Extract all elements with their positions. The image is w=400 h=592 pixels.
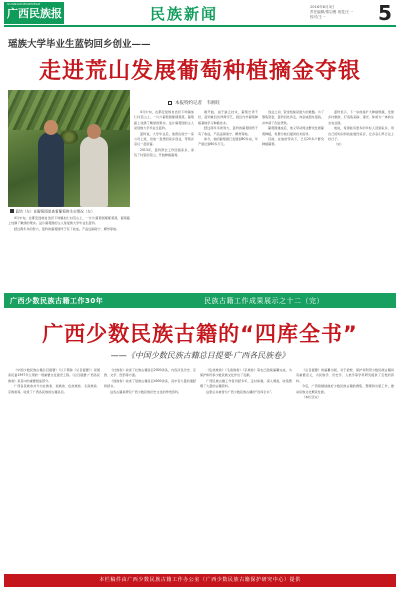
- story1-paragraph: 2013年，蓝钧辞去工作回到家乡，承包了村里的荒山，开始种植葡萄。: [134, 147, 194, 158]
- series-banner: [4, 293, 396, 308]
- person-left-head: [44, 120, 58, 135]
- story1-byline: [168, 100, 220, 106]
- person-right: [80, 136, 108, 207]
- story2-subheadline: ——《中国少数民族古籍总目提要·广西各民族卷》: [110, 351, 290, 360]
- photo-caption: [10, 209, 130, 215]
- story2-paragraph: 《总目提要》的编纂出版，对于抢救、保护和利用少数民族古籍具有重要意义，为民族学、历史学、人类学等学科研究提供了宝贵的资料。: [296, 368, 394, 383]
- story1-paragraph: 如今，他的葡萄园已发展到80多亩，年产值达到60多万元。: [198, 137, 258, 147]
- story1-paragraph: 刚开始，由于缺乏技术，葡萄长势不好，蓝钧就四处拜师学艺，到区内外葡萄种植基地学习种植技术。: [198, 110, 258, 125]
- issue-proof: 校对/王一: [310, 15, 326, 19]
- story1-column-4: [328, 110, 394, 288]
- issue-editor: 责任编辑/郑启俊 视觉/王一: [310, 10, 354, 14]
- story1-paragraph: 蓝钧说，大学毕业后，他曾在南宁一家公司上班，但他一直想回家乡创业，带领乡亲们一起致富。: [134, 131, 194, 147]
- masthead-name: 广西民族报: [7, 7, 62, 20]
- story1-paragraph: 蓝钧表示，下一步他将扩大种植规模，发展乡村旅游，打造集采摘、观光、休闲为一体的生态农业园。: [328, 110, 394, 125]
- story1-paragraph: 目前，在他的带动下，已有20多户群众种植葡萄。: [262, 137, 324, 147]
- person-left: [38, 132, 64, 207]
- story2-headline: 广西少数民族古籍的“四库全书”: [42, 322, 358, 346]
- story2-column-2: [104, 368, 196, 568]
- story1-column-1: [134, 110, 194, 288]
- story2-column-1: [8, 368, 100, 568]
- story1-column-3: [262, 110, 324, 288]
- story1-paragraph: 他说，希望能有更多的年轻人回到家乡，用自己的知识和技能建设家乡，让乡亲们早日过上好日子。: [328, 126, 394, 142]
- story1-kicker: 瑶族大学毕业生蓝钧回乡创业——: [8, 39, 151, 50]
- page-header: [0, 0, 400, 26]
- story2-paragraph: 广西民族古籍工作者历经多年，走村串寨，深入调查，收集整理了大量的古籍资料。: [200, 378, 292, 389]
- footer-credit: 本栏稿件由广西少数民族古籍工作办公室（广西少数民族古籍保护研究中心）提供: [4, 574, 396, 587]
- issue-info: [310, 5, 380, 20]
- story1-paragraph: （完）: [334, 142, 344, 147]
- person-right-head: [87, 124, 101, 139]
- newspaper-masthead: [4, 2, 64, 24]
- series-title: 广西少数民族古籍工作30年: [10, 297, 104, 305]
- story1-column-under-photo: [8, 216, 130, 288]
- caption-text: 蓝钧（左）在葡萄园里查看葡萄的生长情况（左）: [15, 209, 95, 214]
- series-subtitle: 民族古籍工作成果展示之十二（完）: [204, 297, 324, 305]
- story1-paragraph: 4月中旬，在都安瑶族自治县下坳镇加仁村荒山上，一片片葡萄园郁郁葱葱，葡萄藤上挂满了嫩绿的果实。这片葡萄园的主人是瑶族大学毕业生蓝钧。: [134, 110, 194, 131]
- vineyard-photo: [8, 90, 130, 207]
- story2-paragraph: （本栏目完）: [302, 395, 321, 400]
- story2-paragraph: 今后，广西将继续做好少数民族古籍的搜集、整理和出版工作，推动民族文化繁荣发展。: [296, 384, 394, 394]
- header-divider: [4, 25, 396, 27]
- page-number: 5: [378, 1, 392, 25]
- grapevine-canopy: [8, 90, 130, 130]
- story2-paragraph: 这些古籍是研究广西少数民族历史文化的珍贵资料。: [110, 389, 182, 394]
- story1-column-2: [198, 110, 258, 288]
- story1-paragraph: 葡萄园建成后，他又带动周边群众发展葡萄种植，免费为他们提供技术指导。: [262, 126, 324, 136]
- story1-paragraph: 4月中旬，在都安瑶族自治县下坳镇加仁村荒山上，一片片葡萄园郁郁葱葱，葡萄藤上挂满了嫩绿的果实。这片葡萄园的主人是瑶族大学毕业生蓝钧。: [8, 216, 130, 226]
- story2-paragraph: 《中国少数民族古籍总目提要》（以下简称《总目提要》）是国家民委1997年立项的一项重要文化建设工程。《总目提要·广西各民族卷》是其中的重要组成部分。: [8, 368, 100, 383]
- story2-paragraph: 《瑶族卷》收录了瑶族古籍条目4000余条，其中有大量的道经和经书。: [104, 378, 196, 389]
- story2-paragraph: 广西各民族卷共分为壮族卷、瑶族卷、仫佬族卷、毛南族卷、京族卷等，收录了广西各民族的古籍条目。: [8, 384, 100, 394]
- byline-box-icon: [168, 101, 172, 105]
- story2-paragraph: 这套丛书被誉为广西少数民族古籍的“四库全书”。: [206, 389, 275, 394]
- section-title: 民族新闻: [150, 5, 219, 23]
- story1-paragraph: 经过两年多的努力，蓝钧的葡萄园终于有了收成，产品远销南宁、柳州等地。: [198, 126, 258, 136]
- caption-bullet-icon: [10, 209, 14, 213]
- story2-column-4: [296, 368, 394, 568]
- masthead-pinyin: GUANGXIMINZUBAO: [7, 2, 41, 6]
- story2-paragraph: 《仫佬族卷》《毛南族卷》《京族卷》等也已陆续编纂完成，为保护和传承少数民族文化作出了贡献。: [200, 368, 292, 378]
- story2-paragraph: 《壮族卷》收录了壮族古籍条目2000余条，内容涉及历史、宗教、文学、医药等方面。: [104, 368, 196, 378]
- byline-text: 本报特约记者 韦炳旺: [175, 101, 220, 106]
- story1-paragraph: 经过两年多的努力，蓝钧的葡萄园终于有了收成，产品远销南宁、柳州等地。: [14, 226, 120, 231]
- story1-paragraph: 创业之初，资金短缺是最大的难题。为了筹集资金，蓝钧四处奔走，向亲戚朋友借钱，并申请了创业贷款。: [262, 110, 324, 125]
- story1-headline: 走进荒山发展葡萄种植摘金夺银: [38, 59, 361, 84]
- issue-date: 2016年6月3日: [310, 5, 335, 9]
- story2-column-3: [200, 368, 292, 568]
